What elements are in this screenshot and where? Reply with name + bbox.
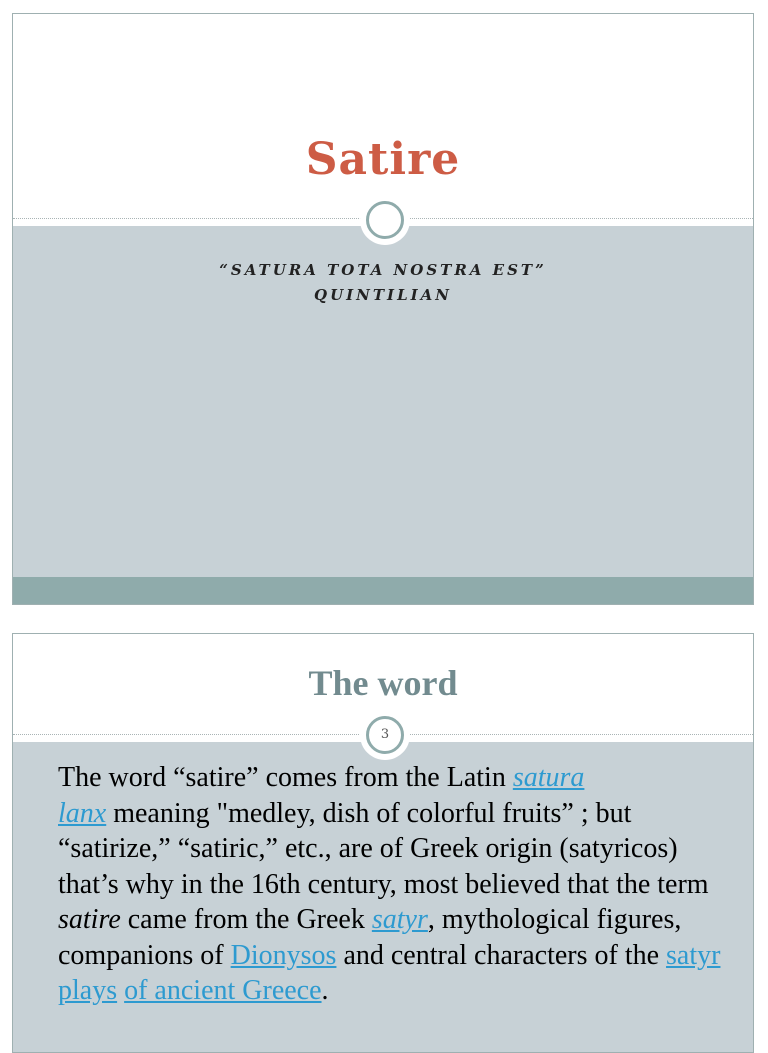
body-paragraph (58, 760, 738, 1009)
link-lanx[interactable]: lanx (58, 797, 107, 829)
body-text-segment: The word “satire” comes from the Latin (58, 762, 513, 793)
circle-ornament (360, 195, 410, 245)
link-satyr[interactable]: satyr (371, 904, 428, 935)
subtitle-quote: “SATURA TOTA NOSTRA EST” (219, 261, 547, 279)
body-text-segment: meaning "medley, dish of colorful fruits” ; but “satirize,” “satiric,” etc., are of Greek origin (satyricos) that’s why in the 16th century, most believed that the term (58, 797, 709, 900)
emphasis-satire: satire (58, 904, 121, 935)
content-slide (12, 633, 754, 1053)
slide-number-badge (360, 710, 410, 760)
footer-strip (13, 577, 753, 605)
circle-ornament-icon (366, 201, 404, 239)
link-dionysos[interactable]: Dionysos (230, 939, 337, 971)
link-satura[interactable]: satura (512, 762, 585, 793)
body-text-segment: came from the Greek (120, 904, 372, 935)
body-text-segment: and central characters of the (336, 939, 667, 971)
slide-number-circle-icon: 3 (366, 716, 404, 754)
slide-subtitle (13, 258, 753, 308)
link-ancient-greece[interactable]: of ancient Greece (124, 975, 322, 1006)
body-text-segment: , mythological figures, companions of (58, 904, 682, 971)
slide-title: Satire (305, 134, 461, 185)
title-slide (12, 13, 754, 605)
body-text-segment: . (321, 975, 329, 1006)
subtitle-author: QUINTILIAN (314, 286, 452, 304)
link-satyr-plays[interactable]: satyr plays (58, 939, 721, 1006)
slide-title: The word (308, 663, 458, 703)
